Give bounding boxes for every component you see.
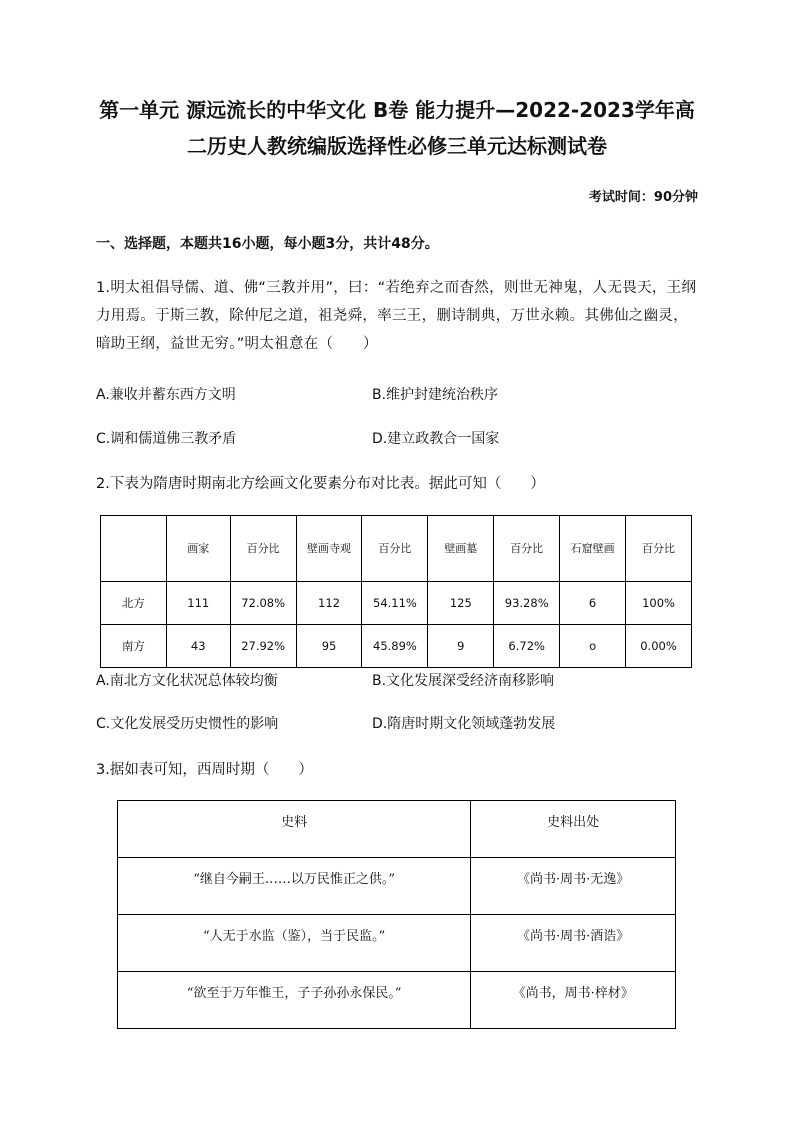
table-header-cell: 石窟壁画 <box>560 516 626 582</box>
q2-option-d: D.隋唐时期文化领域蓬勃发展 <box>372 716 556 732</box>
exam-time: 考试时间：90分钟 <box>588 190 698 205</box>
table-row <box>118 858 676 915</box>
table-cell: 100% <box>626 582 692 625</box>
section-heading: 一、选择题，本题共16小题，每小题3分，共计48分。 <box>96 236 439 252</box>
question-2-stem: 2.下表为隋唐时期南北方绘画文化要素分布对比表。据此可知（ ） <box>96 476 545 492</box>
q1-option-b: B.维护封建统治秩序 <box>372 387 499 403</box>
table-cell: 《尚书·周书·无逸》 <box>471 858 676 915</box>
table-header-cell: 史料 <box>118 801 471 858</box>
q1-option-c: C.调和儒道佛三教矛盾 <box>96 431 237 447</box>
table-cell: 54.11% <box>362 582 428 625</box>
table-cell: 《尚书·周书·酒诰》 <box>471 915 676 972</box>
table-row <box>118 915 676 972</box>
table-header-cell: 壁画寺观 <box>296 516 362 582</box>
table-cell: 《尚书，周书·梓材》 <box>471 972 676 1029</box>
table-header-cell: 百分比 <box>626 516 692 582</box>
q2-option-b: B.文化发展深受经济南移影响 <box>372 673 555 689</box>
q2-table <box>100 515 692 668</box>
table-cell: 27.92% <box>230 625 296 668</box>
table-header-cell: 百分比 <box>230 516 296 582</box>
title-line-2: 二历史人教统编版选择性必修三单元达标测试卷 <box>187 134 607 158</box>
table-header-cell: 百分比 <box>494 516 560 582</box>
table-cell: “欲至于万年惟王，子子孙孙永保民。” <box>118 972 471 1029</box>
q2-table-header-row <box>101 516 692 582</box>
table-cell: 112 <box>296 582 362 625</box>
question-1-stem: 1.明太祖倡导儒、道、佛“三教并用”，曰：“若绝弃之而杳然，则世无神鬼，人无畏天，王纲力用焉。于斯三教，除仲尼之道，祖尧舜，率三王，删诗制典，万世永赖。其佛仙之幽灵，暗助王纲，益世无穷。”明太祖意在（ ） <box>96 280 697 352</box>
table-cell: 43 <box>166 625 230 668</box>
question-3-stem: 3.据如表可知，西周时期（ ） <box>96 762 313 778</box>
table-row <box>101 625 692 668</box>
table-cell: “继自今嗣王……以万民惟正之供。” <box>118 858 471 915</box>
q2-option-c: C.文化发展受历史惯性的影响 <box>96 716 279 732</box>
table-header-cell: 史料出处 <box>471 801 676 858</box>
q3-table-header-row <box>118 801 676 858</box>
q1-option-d: D.建立政教合一国家 <box>372 431 500 447</box>
table-cell: 0.00% <box>626 625 692 668</box>
table-cell: 北方 <box>101 582 167 625</box>
table-cell: 9 <box>428 625 494 668</box>
table-row <box>118 972 676 1029</box>
q2-option-a: A.南北方文化状况总体较均衡 <box>96 673 278 689</box>
table-row <box>101 582 692 625</box>
table-header-cell: 画家 <box>166 516 230 582</box>
title-line-1: 第一单元 源远流长的中华文化 B卷 能力提升—2022-2023学年高 <box>99 98 695 122</box>
q3-table <box>117 800 676 1029</box>
table-header-cell <box>101 516 167 582</box>
q1-option-a: A.兼收并蓄东西方文明 <box>96 387 236 403</box>
table-cell: 6.72% <box>494 625 560 668</box>
table-cell: 6 <box>560 582 626 625</box>
table-cell: 72.08% <box>230 582 296 625</box>
table-cell: 南方 <box>101 625 167 668</box>
table-header-cell: 壁画墓 <box>428 516 494 582</box>
table-cell: 93.28% <box>494 582 560 625</box>
table-cell: 111 <box>166 582 230 625</box>
table-cell: o <box>560 625 626 668</box>
document-title <box>60 92 734 164</box>
table-cell: “人无于水监（鉴），当于民监。” <box>118 915 471 972</box>
table-cell: 95 <box>296 625 362 668</box>
table-cell: 45.89% <box>362 625 428 668</box>
table-header-cell: 百分比 <box>362 516 428 582</box>
table-cell: 125 <box>428 582 494 625</box>
